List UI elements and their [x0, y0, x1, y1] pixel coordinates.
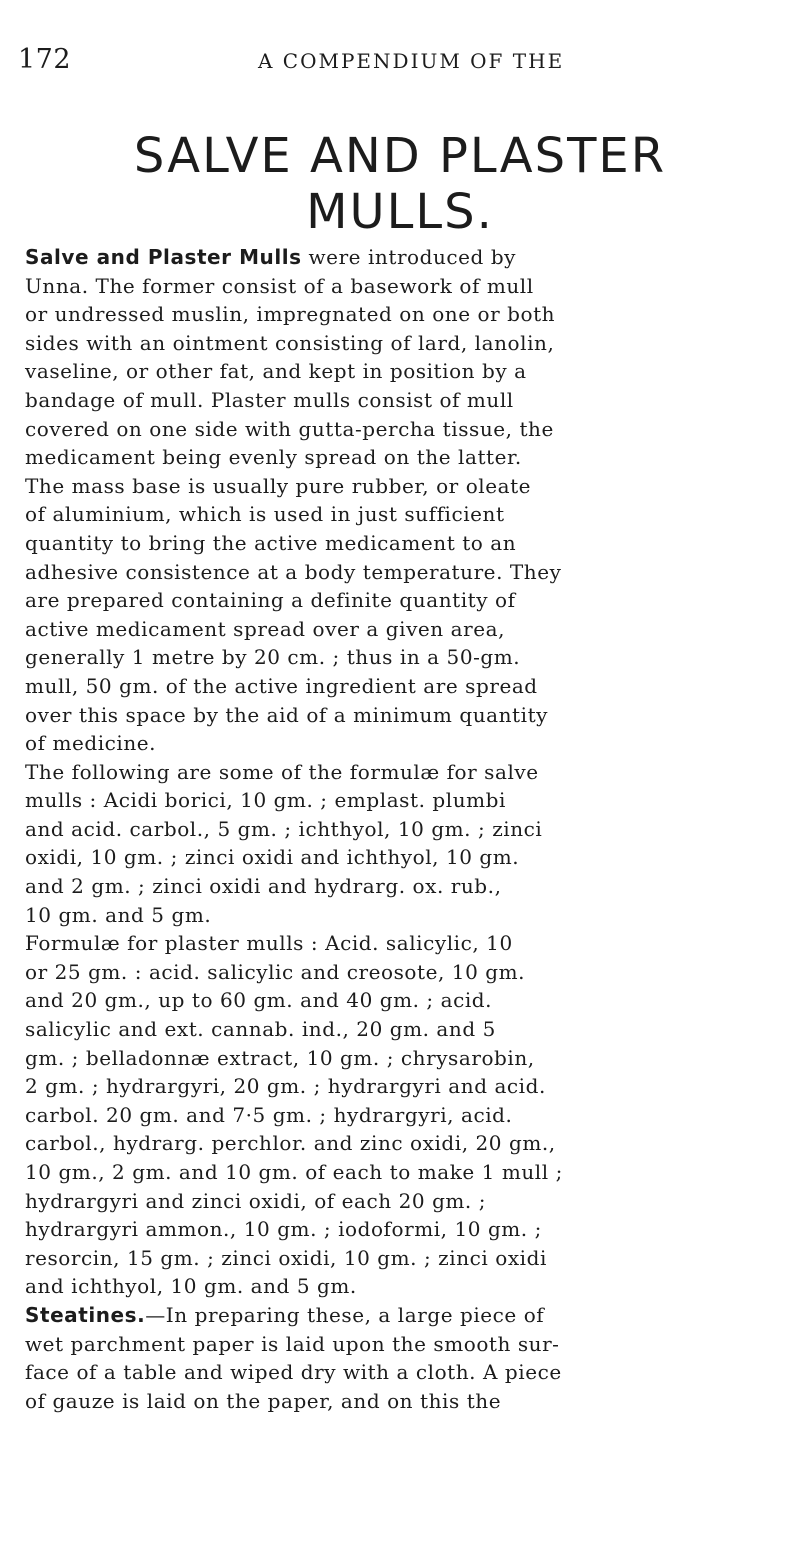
run-in-heading: Salve and Plaster Mulls	[25, 245, 302, 269]
text-line	[25, 300, 777, 329]
text-line	[25, 272, 777, 301]
text-line	[25, 1301, 777, 1330]
line-text: and ichthyol, 10 gm. and 5 gm.	[25, 1274, 357, 1299]
line-text: 10 gm. and 5 gm.	[25, 902, 212, 927]
section-title-line: SALVE AND PLASTER	[133, 128, 667, 184]
text-line	[25, 901, 777, 930]
line-text: and 20 gm., up to 60 gm. and 40 gm. ; acid.	[25, 988, 493, 1013]
line-text: face of a table and wiped dry with a cloth. A piece	[25, 1360, 562, 1385]
text-line	[25, 1044, 777, 1073]
text-line	[25, 386, 777, 415]
text-line	[25, 472, 777, 501]
text-line	[25, 1187, 777, 1216]
text-line	[25, 415, 777, 444]
line-text: carbol. 20 gm. and 7·5 gm. ; hydrargyri, acid.	[25, 1102, 513, 1127]
text-line	[25, 986, 777, 1015]
text-line	[25, 1330, 777, 1359]
text-line	[25, 872, 777, 901]
text-line	[25, 1129, 777, 1158]
text-line	[25, 843, 777, 872]
line-text: The mass base is usually pure rubber, or oleate	[25, 473, 532, 498]
text-line	[25, 1072, 777, 1101]
line-text: sides with an ointment consisting of lard, lanolin,	[25, 330, 555, 355]
line-text: or 25 gm. : acid. salicylic and creosote, 10 gm.	[25, 959, 526, 984]
text-line	[25, 1272, 777, 1301]
line-text: active medicament spread over a given area,	[25, 616, 505, 641]
text-line	[25, 1358, 777, 1387]
text-line	[25, 357, 777, 386]
text-line	[25, 1215, 777, 1244]
text-line	[25, 1015, 777, 1044]
page-number: 172	[18, 44, 72, 75]
line-text: bandage of mull. Plaster mulls consist of mull	[25, 387, 514, 412]
line-text: or undressed muslin, impregnated on one or both	[25, 302, 556, 327]
text-line	[25, 243, 777, 272]
line-text: Unna. The former consist of a basework of mull	[25, 273, 534, 298]
line-text: medicament being evenly spread on the latter.	[25, 445, 522, 470]
line-text: wet parchment paper is laid upon the smooth sur-	[25, 1331, 560, 1356]
line-text: of medicine.	[25, 731, 157, 756]
line-text: gm. ; belladonnæ extract, 10 gm. ; chrysarobin,	[25, 1045, 535, 1070]
text-line	[25, 815, 777, 844]
text-line	[25, 586, 777, 615]
running-title: A COMPENDIUM OF THE	[258, 49, 565, 73]
text-line	[25, 729, 777, 758]
text-line	[25, 758, 777, 787]
text-line	[25, 615, 777, 644]
running-head	[0, 44, 800, 84]
text-line	[25, 1158, 777, 1187]
line-text: The following are some of the formulæ for salve	[25, 759, 539, 784]
line-text: vaseline, or other fat, and kept in position by a	[25, 359, 527, 384]
line-text: Formulæ for plaster mulls : Acid. salicylic, 10	[25, 931, 513, 956]
text-line	[25, 558, 777, 587]
line-text: mulls : Acidi borici, 10 gm. ; emplast. plumbi	[25, 788, 506, 813]
text-line	[25, 672, 777, 701]
line-text: of gauze is laid on the paper, and on this the	[25, 1388, 502, 1413]
line-text: hydrargyri and zinci oxidi, of each 20 gm. ;	[25, 1188, 487, 1213]
text-line	[25, 1244, 777, 1273]
run-in-heading: Steatines.	[25, 1302, 146, 1327]
line-text: —In preparing these, a large piece of	[145, 1302, 545, 1327]
line-text: 2 gm. ; hydrargyri, 20 gm. ; hydrargyri and acid.	[25, 1074, 546, 1099]
text-line	[25, 786, 777, 815]
line-text: salicylic and ext. cannab. ind., 20 gm. and 5	[25, 1017, 496, 1042]
body-text	[25, 243, 777, 1415]
line-text: quantity to bring the active medicament to an	[25, 530, 517, 555]
text-line	[25, 929, 777, 958]
section-title	[0, 128, 800, 240]
line-text: mull, 50 gm. of the active ingredient are spread	[25, 673, 538, 698]
line-text: oxidi, 10 gm. ; zinci oxidi and ichthyol, 10 gm.	[25, 845, 520, 870]
line-text: resorcin, 15 gm. ; zinci oxidi, 10 gm. ; zinci oxidi	[25, 1245, 547, 1270]
line-text: covered on one side with gutta-percha tissue, the	[25, 416, 554, 441]
line-text: and 2 gm. ; zinci oxidi and hydrarg. ox. rub.,	[25, 874, 502, 899]
text-line	[25, 1101, 777, 1130]
text-line	[25, 701, 777, 730]
text-line	[25, 1387, 777, 1416]
line-text: hydrargyri ammon., 10 gm. ; iodoformi, 10 gm. ;	[25, 1217, 542, 1242]
line-text: and acid. carbol., 5 gm. ; ichthyol, 10 gm. ; zinci	[25, 816, 543, 841]
line-text: are prepared containing a definite quantity of	[25, 588, 516, 613]
text-line	[25, 329, 777, 358]
text-line	[25, 529, 777, 558]
line-text: of aluminium, which is used in just sufficient	[25, 502, 505, 527]
text-line	[25, 443, 777, 472]
text-line	[25, 500, 777, 529]
line-text: over this space by the aid of a minimum quantity	[25, 702, 549, 727]
section-title-line: MULLS.	[306, 184, 494, 240]
line-text: generally 1 metre by 20 cm. ; thus in a 50-gm.	[25, 645, 521, 670]
line-text: adhesive consistence at a body temperature. They	[25, 559, 562, 584]
text-line	[25, 958, 777, 987]
text-line	[25, 643, 777, 672]
line-text: were introduced by	[301, 245, 517, 269]
line-text: carbol., hydrarg. perchlor. and zinc oxidi, 20 gm.,	[25, 1131, 556, 1156]
line-text: 10 gm., 2 gm. and 10 gm. of each to make 1 mull ;	[25, 1160, 563, 1184]
